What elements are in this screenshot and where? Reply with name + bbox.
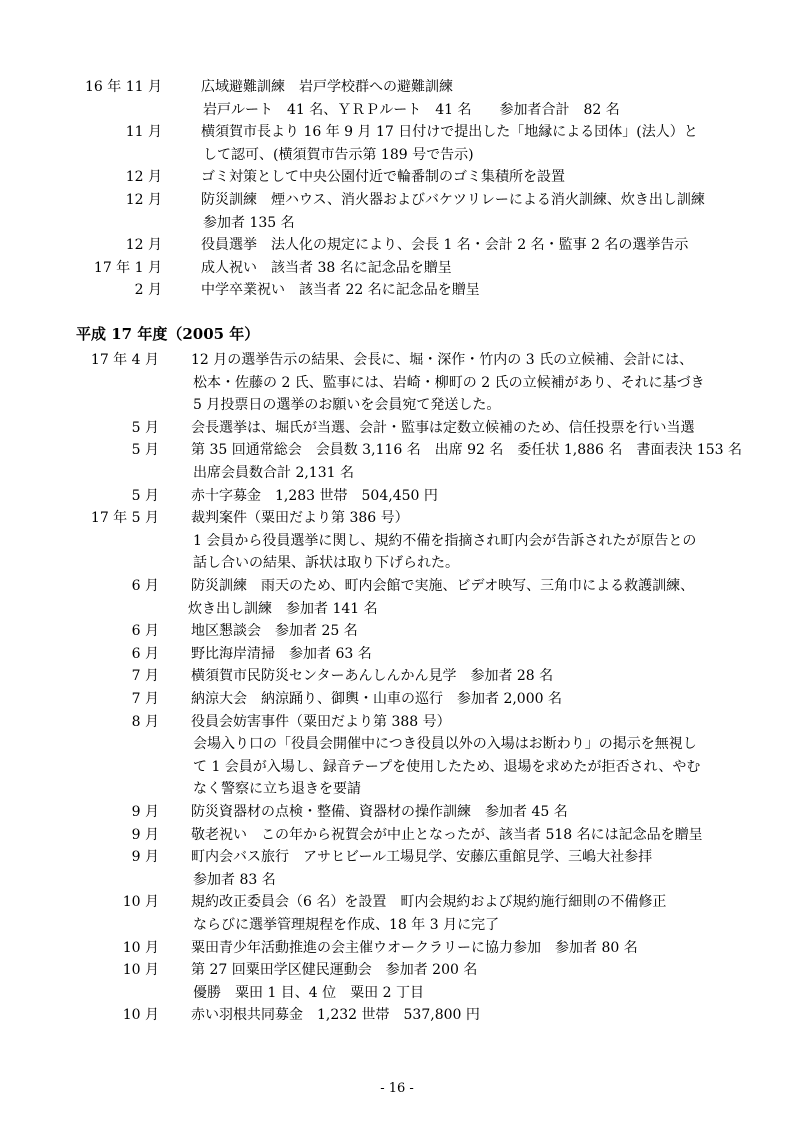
entry-text: 広域避難訓練 岩戸学校群への避難訓練 xyxy=(201,79,453,95)
entry-date: 10 月 xyxy=(122,1007,159,1024)
entry-text: なく警察に立ち退きを要請 xyxy=(193,781,361,798)
entry-text: 赤十字募金 1,283 世帯 504,450 円 xyxy=(191,487,438,504)
entry-date: 9 月 xyxy=(131,804,159,820)
entry-text: 納涼大会 納涼踊り、御輿・山車の巡行 参加者 2,000 名 xyxy=(191,691,562,707)
entry-date: 10 月 xyxy=(122,939,159,956)
entry-date: 10 月 xyxy=(122,894,159,911)
entry-text: 防災訓練 雨天のため、町内会館で実施、ビデオ映写、三角巾による救護訓練、 xyxy=(191,578,695,594)
entry-date: 16 年 11 月 xyxy=(85,79,162,95)
entry-date: 5 月 xyxy=(131,419,159,436)
entry-date: 9 月 xyxy=(131,849,159,866)
entry-text: 役員会妨害事件（粟田だより第 388 号） xyxy=(191,713,451,730)
entry-text: 規約改正委員会（6 名）を設置 町内会規約および規約施行細則の不備修正 xyxy=(191,894,667,911)
entry-text: 会長選挙は、堀氏が当選、会計・監事は定数立候補のため、信任投票を行い当選 xyxy=(191,419,695,436)
entry-date: 17 年 5 月 xyxy=(90,510,159,527)
entry-text: 粟田青少年活動推進の会主催ウオークラリーに協力参加 参加者 80 名 xyxy=(191,939,638,956)
entry-date: 5 月 xyxy=(131,442,159,459)
entry-text: ならびに選挙管理規程を作成、18 年 3 月に完了 xyxy=(193,917,500,933)
entry-text: 出席会員数合計 2,131 名 xyxy=(193,465,354,481)
entry-text: 町内会バス旅行 アサヒビール工場見学、安藤広重館見学、三嶋大社参拝 xyxy=(191,849,653,866)
entry-date: 8 月 xyxy=(131,713,159,730)
entry-text: 中学卒業祝い 該当者 22 名に記念品を贈呈 xyxy=(201,282,480,299)
entry-text: 12 月の選挙告示の結果、会長に、堀・深作・竹内の 3 氏の立候補、会計には、 xyxy=(191,352,694,368)
entry-date: 10 月 xyxy=(122,962,159,979)
entry-date: 17 年 1 月 xyxy=(93,259,162,276)
entry-text: して認可、(横須賀市告示第 189 号で告示) xyxy=(203,146,474,163)
entry-text: 話し合いの結果、訴状は取り下げられた。 xyxy=(193,555,459,572)
entry-text: 参加者 83 名 xyxy=(193,871,276,888)
entry-text: 地区懇談会 参加者 25 名 xyxy=(191,623,358,640)
entry-text: 横須賀市民防災センターあんしんかん見学 参加者 28 名 xyxy=(191,668,554,685)
entry-date: 7 月 xyxy=(131,691,159,707)
entry-text: 1 会員から役員選挙に関し、規約不備を指摘され町内会が告訴されたが原告との xyxy=(193,532,697,549)
entry-date: 6 月 xyxy=(131,645,159,662)
entry-text: 横須賀市長より 16 年 9 月 17 日付けで提出した「地縁による団体」(法人）と xyxy=(201,124,698,141)
entry-text: 防災資器材の点検・整備、資器材の操作訓練 参加者 45 名 xyxy=(191,804,568,820)
entry-text: 成人祝い 該当者 38 名に記念品を贈呈 xyxy=(201,259,452,276)
entry-text: 第 35 回通常総会 会員数 3,116 名 出席 92 名 委任状 1,886 名 書面表決 153 名 xyxy=(191,442,743,459)
page-number: - 16 - xyxy=(380,1081,414,1096)
entry-date: 17 年 4 月 xyxy=(90,352,159,368)
entry-date: 12 月 xyxy=(125,192,162,208)
entry-text: て 1 会員が入場し、録音テープを使用したため、退場を求めたが拒否され、やむ xyxy=(193,758,701,775)
entry-text: 第 27 回粟田学区健民運動会 参加者 200 名 xyxy=(191,962,478,979)
entry-date: 6 月 xyxy=(131,623,159,640)
entry-text: 会場入り口の「役員会開催中につき役員以外の入場はお断わり」の掲示を無視し xyxy=(193,736,697,753)
entry-text: 敬老祝い この年から祝賀会が中止となったが、該当者 518 名には記念品を贈呈 xyxy=(191,826,703,843)
entry-date: 2 月 xyxy=(134,282,162,299)
entry-text: 参加者 135 名 xyxy=(203,214,295,231)
entry-text: 裁判案件（粟田だより第 386 号） xyxy=(191,510,409,527)
entry-text: 野比海岸清掃 参加者 63 名 xyxy=(191,645,372,662)
entry-text: 役員選挙 法人化の規定により、会長 1 名・会計 2 名・監事 2 名の選挙告示 xyxy=(201,237,689,254)
entry-text: 赤い羽根共同募金 1,232 世帯 537,800 円 xyxy=(191,1007,480,1024)
entry-date: 7 月 xyxy=(131,668,159,685)
entry-date: 12 月 xyxy=(125,169,162,186)
entry-text: 防災訓練 煙ハウス、消火器およびバケツリレーによる消火訓練、炊き出し訓練 xyxy=(201,192,705,208)
entry-date: 6 月 xyxy=(131,578,159,594)
entry-date: 9 月 xyxy=(131,826,159,843)
entry-date: 12 月 xyxy=(125,237,162,254)
entry-text: ゴミ対策として中央公園付近で輪番制のゴミ集積所を設置 xyxy=(201,169,565,186)
entry-text: 炊き出し訓練 参加者 141 名 xyxy=(188,600,378,617)
entry-text: 5 月投票日の選挙のお願いを会員宛て発送した。 xyxy=(193,397,501,414)
entry-text: 岩戸ルート 41 名、ＹＲＰルート 41 名 参加者合計 82 名 xyxy=(203,101,620,118)
entry-date: 5 月 xyxy=(131,487,159,504)
section-heading: 平成 17 年度（2005 年） xyxy=(76,325,260,343)
entry-date: 11 月 xyxy=(125,124,162,141)
entry-text: 松本・佐藤の 2 氏、監事には、岩崎・柳町の 2 氏の立候補があり、それに基づき xyxy=(193,374,705,391)
entry-text: 優勝 粟田 1 目、4 位 粟田 2 丁目 xyxy=(193,984,424,1001)
